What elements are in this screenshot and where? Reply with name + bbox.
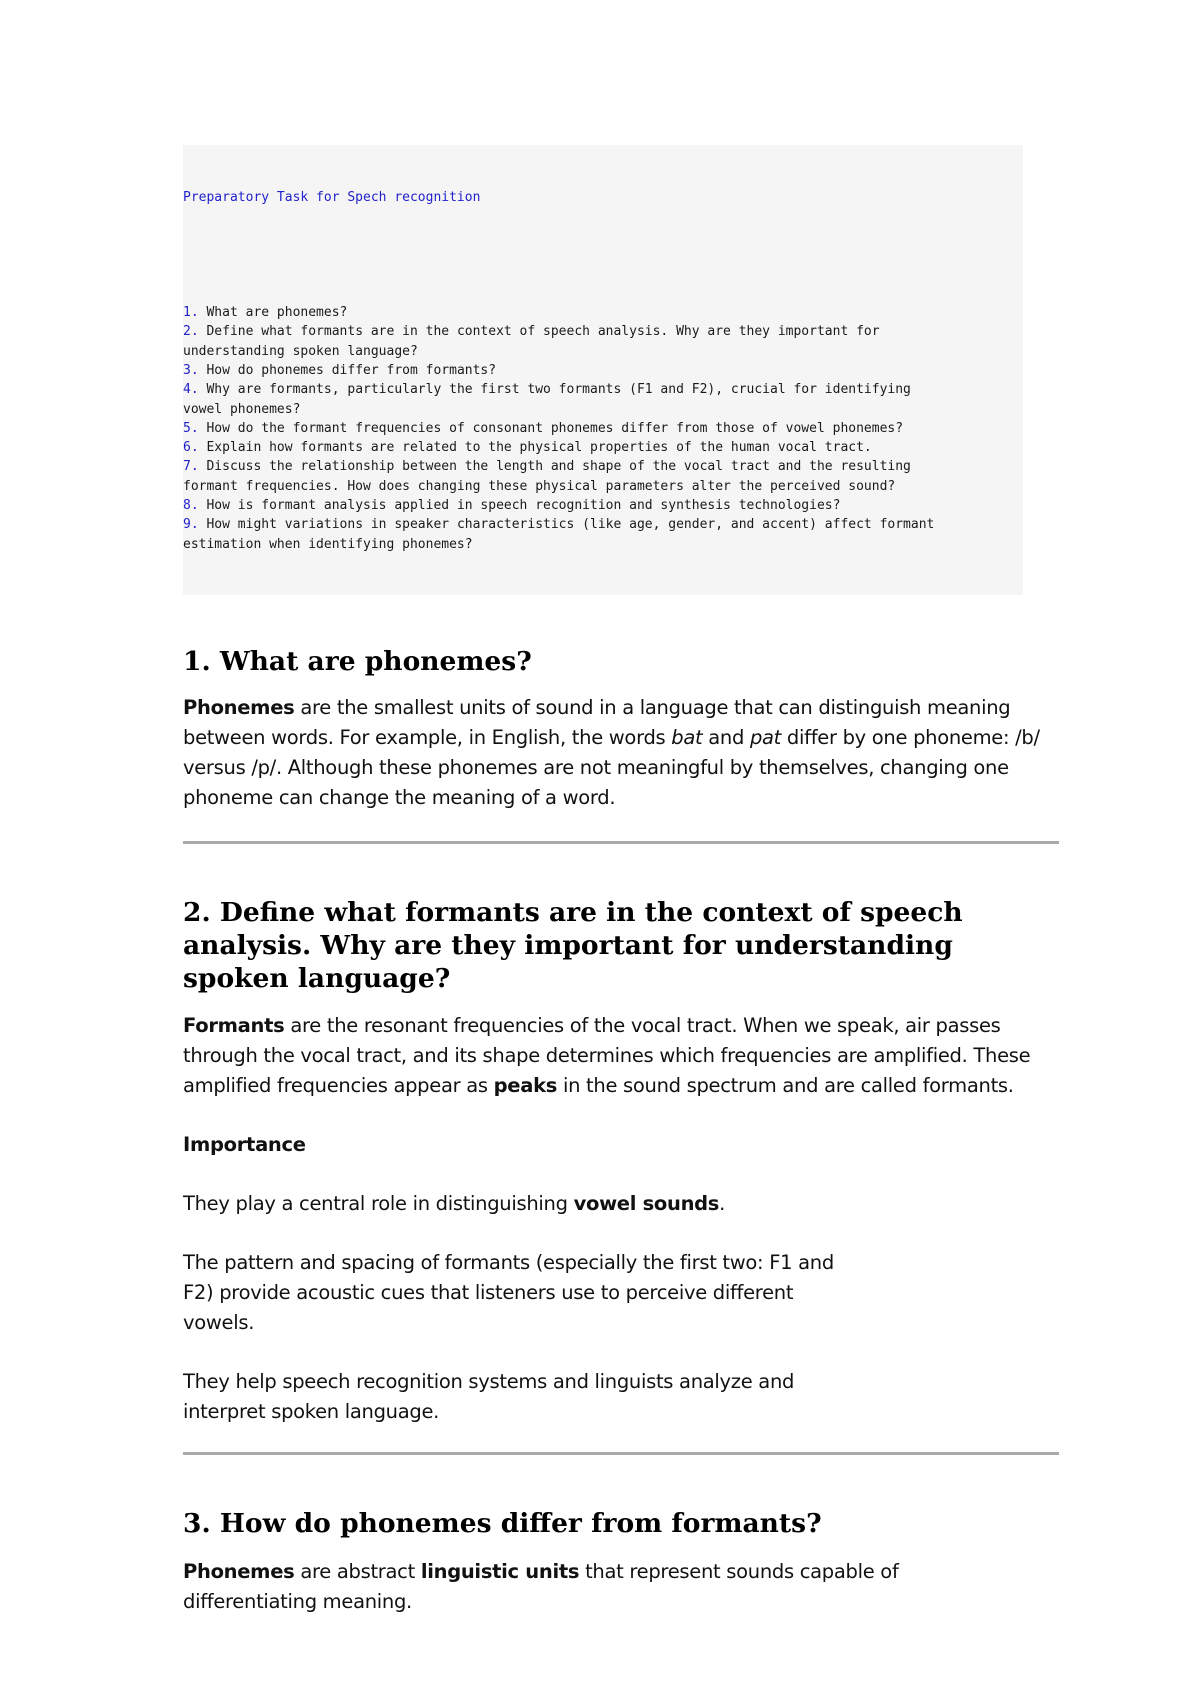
question-line <box>183 361 1023 380</box>
question-line <box>183 342 1023 361</box>
question-line <box>183 380 1023 399</box>
term-phonemes-2: Phonemes <box>183 1559 295 1583</box>
question-line <box>183 303 1023 322</box>
question-text: Explain how formants are related to the physical properties of the human vocal tract. <box>206 440 872 456</box>
question-text: What are phonemes? <box>206 305 348 321</box>
blank-line <box>183 245 1023 264</box>
section-1-paragraph: Phonemes are the smallest units of sound in a language that can distinguish meaning between words. For example, in English, the words bat and pat differ by one phoneme: /b/ versus /p/. Although these phonemes are not meaningful by themselves, changing one phoneme can change the meaning of a word. <box>183 695 1040 809</box>
question-text: How do the formant frequencies of consonant phonemes differ from those of vowel phonemes? <box>206 420 904 436</box>
importance-item-3: They help speech recognition systems and linguists analyze and interpret spoken language. <box>183 1369 795 1423</box>
question-line <box>183 515 1023 534</box>
importance-item-1: They play a central role in distinguishing vowel sounds. <box>183 1191 726 1215</box>
question-text: How is formant analysis applied in speech recognition and synthesis technologies? <box>206 498 841 514</box>
question-number: 8. <box>183 498 199 514</box>
question-line <box>183 477 1023 496</box>
question-lines <box>183 303 1023 554</box>
question-text: formant frequencies. How does changing these physical parameters alter the perceived sound? <box>183 478 896 494</box>
question-text: estimation when identifying phonemes? <box>183 536 473 552</box>
term-vowel-sounds: vowel sounds <box>573 1191 720 1215</box>
question-line <box>183 496 1023 515</box>
question-text: Discuss the relationship between the length and shape of the vocal tract and the resulting <box>206 459 911 475</box>
term-linguistic-units: linguistic units <box>420 1559 580 1583</box>
question-text: vowel phonemes? <box>183 401 301 417</box>
importance-heading: Importance <box>183 1132 306 1156</box>
question-line <box>183 535 1023 554</box>
question-number: 3. <box>183 362 199 378</box>
question-number: 4. <box>183 382 199 398</box>
question-line <box>183 322 1023 341</box>
question-text: Define what formants are in the context of speech analysis. Why are they important for <box>206 324 880 340</box>
section-3-paragraph: Phonemes are abstract linguistic units that represent sounds capable of differentiating meaning. <box>183 1559 899 1613</box>
word-pat: pat <box>749 725 782 749</box>
question-number: 5. <box>183 420 199 436</box>
section-1-heading: 1. What are phonemes? <box>183 645 532 677</box>
question-line <box>183 400 1023 419</box>
section-2-heading: 2. Define what formants are in the context of speech analysis. Why are they important for understanding spoken language? <box>183 896 963 994</box>
word-bat: bat <box>671 725 703 749</box>
document-page <box>183 145 1063 1617</box>
question-text: How might variations in speaker characteristics (like age, gender, and accent) affect formant <box>206 517 935 533</box>
term-peaks: peaks <box>493 1073 558 1097</box>
question-list-code-block <box>183 145 1023 595</box>
term-phonemes: Phonemes <box>183 695 295 719</box>
section-2-paragraph: Formants are the resonant frequencies of the vocal tract. When we speak, air passes through the vocal tract, and its shape determines which frequencies are amplified. These amplified frequencies appear as peaks in the sound spectrum and are called formants. <box>183 1013 1031 1097</box>
question-number: 2. <box>183 324 199 340</box>
code-block-title: Preparatory Task for Spech recognition <box>183 189 481 205</box>
question-text: How do phonemes differ from formants? <box>206 362 497 378</box>
question-number: 6. <box>183 440 199 456</box>
term-formants: Formants <box>183 1013 285 1037</box>
question-text: Why are formants, particularly the first two formants (F1 and F2), crucial for identifying <box>206 382 911 398</box>
question-line <box>183 419 1023 438</box>
importance-item-2: The pattern and spacing of formants (especially the first two: F1 and F2) provide acoustic cues that listeners use to perceive different vowels. <box>183 1250 834 1334</box>
question-number: 1. <box>183 305 199 321</box>
question-line <box>183 457 1023 476</box>
question-number: 7. <box>183 459 199 475</box>
section-3-heading: 3. How do phonemes differ from formants? <box>183 1507 822 1539</box>
question-line <box>183 438 1023 457</box>
question-number: 9. <box>183 517 199 533</box>
question-text: understanding spoken language? <box>183 343 418 359</box>
